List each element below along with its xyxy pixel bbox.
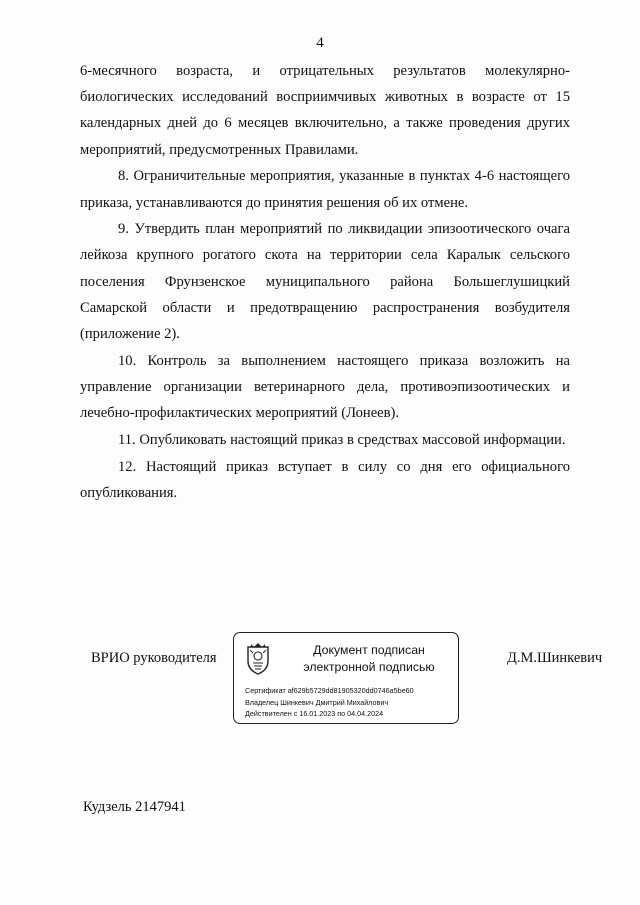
- paragraph-item-11: 11. Опубликовать настоящий приказ в средствах массовой информации.: [118, 431, 566, 448]
- stamp-certificate: Сертификат af629b5729dd81905320dd0746a5be60: [245, 686, 414, 695]
- coat-of-arms-icon: [244, 641, 272, 675]
- paragraph-item-12: 12. Настоящий приказ вступает в силу со дня его официального опубликования.: [80, 458, 570, 501]
- electronic-signature-stamp: [233, 632, 459, 724]
- stamp-validity: Действителен с 16.01.2023 по 04.04.2024: [245, 709, 384, 718]
- paragraph-continuation: 6-месячного возраста, и отрицательных результатов молекулярно-биологических исследований восприимчивых животных в возрасте от 15 календарных дней до 6 месяцев включительно, а также проведения других мероприятий, предусмотренных Правилами.: [80, 63, 570, 158]
- stamp-title-line2: электронной подписью: [303, 660, 435, 674]
- paragraph-item-8: 8. Ограничительные мероприятия, указанные в пунктах 4-6 настоящего приказа, устанавливаются до принятия решения об их отмене.: [80, 168, 570, 211]
- stamp-title-line1: Документ подписан: [313, 643, 425, 657]
- executor-info: Кудзель 2147941: [83, 799, 186, 815]
- stamp-owner: Владелец Шинкевич Дмитрий Михайлович: [245, 697, 389, 707]
- signer-name: Д.М.Шинкевич: [507, 650, 603, 666]
- stamp-title: [284, 642, 454, 676]
- page-number: 4: [316, 35, 324, 51]
- paragraph-item-9: 9. Утвердить план мероприятий по ликвидации эпизоотического очага лейкоза крупного рогатого скота на территории села Каралык сельского поселения Фрунзенское муниципального района Большеглушицкий Самарской области и предотвращению распространения возбудителя (приложение 2).: [80, 221, 570, 343]
- document-body: [80, 58, 570, 506]
- paragraph-item-10: 10. Контроль за выполнением настоящего приказа возложить на управление организации ветеринарного дела, противоэпизоотических и лечебно-профилактических мероприятий (Лонеев).: [80, 352, 570, 422]
- signer-title: ВРИО руководителя: [91, 650, 217, 666]
- stamp-details: [245, 685, 455, 720]
